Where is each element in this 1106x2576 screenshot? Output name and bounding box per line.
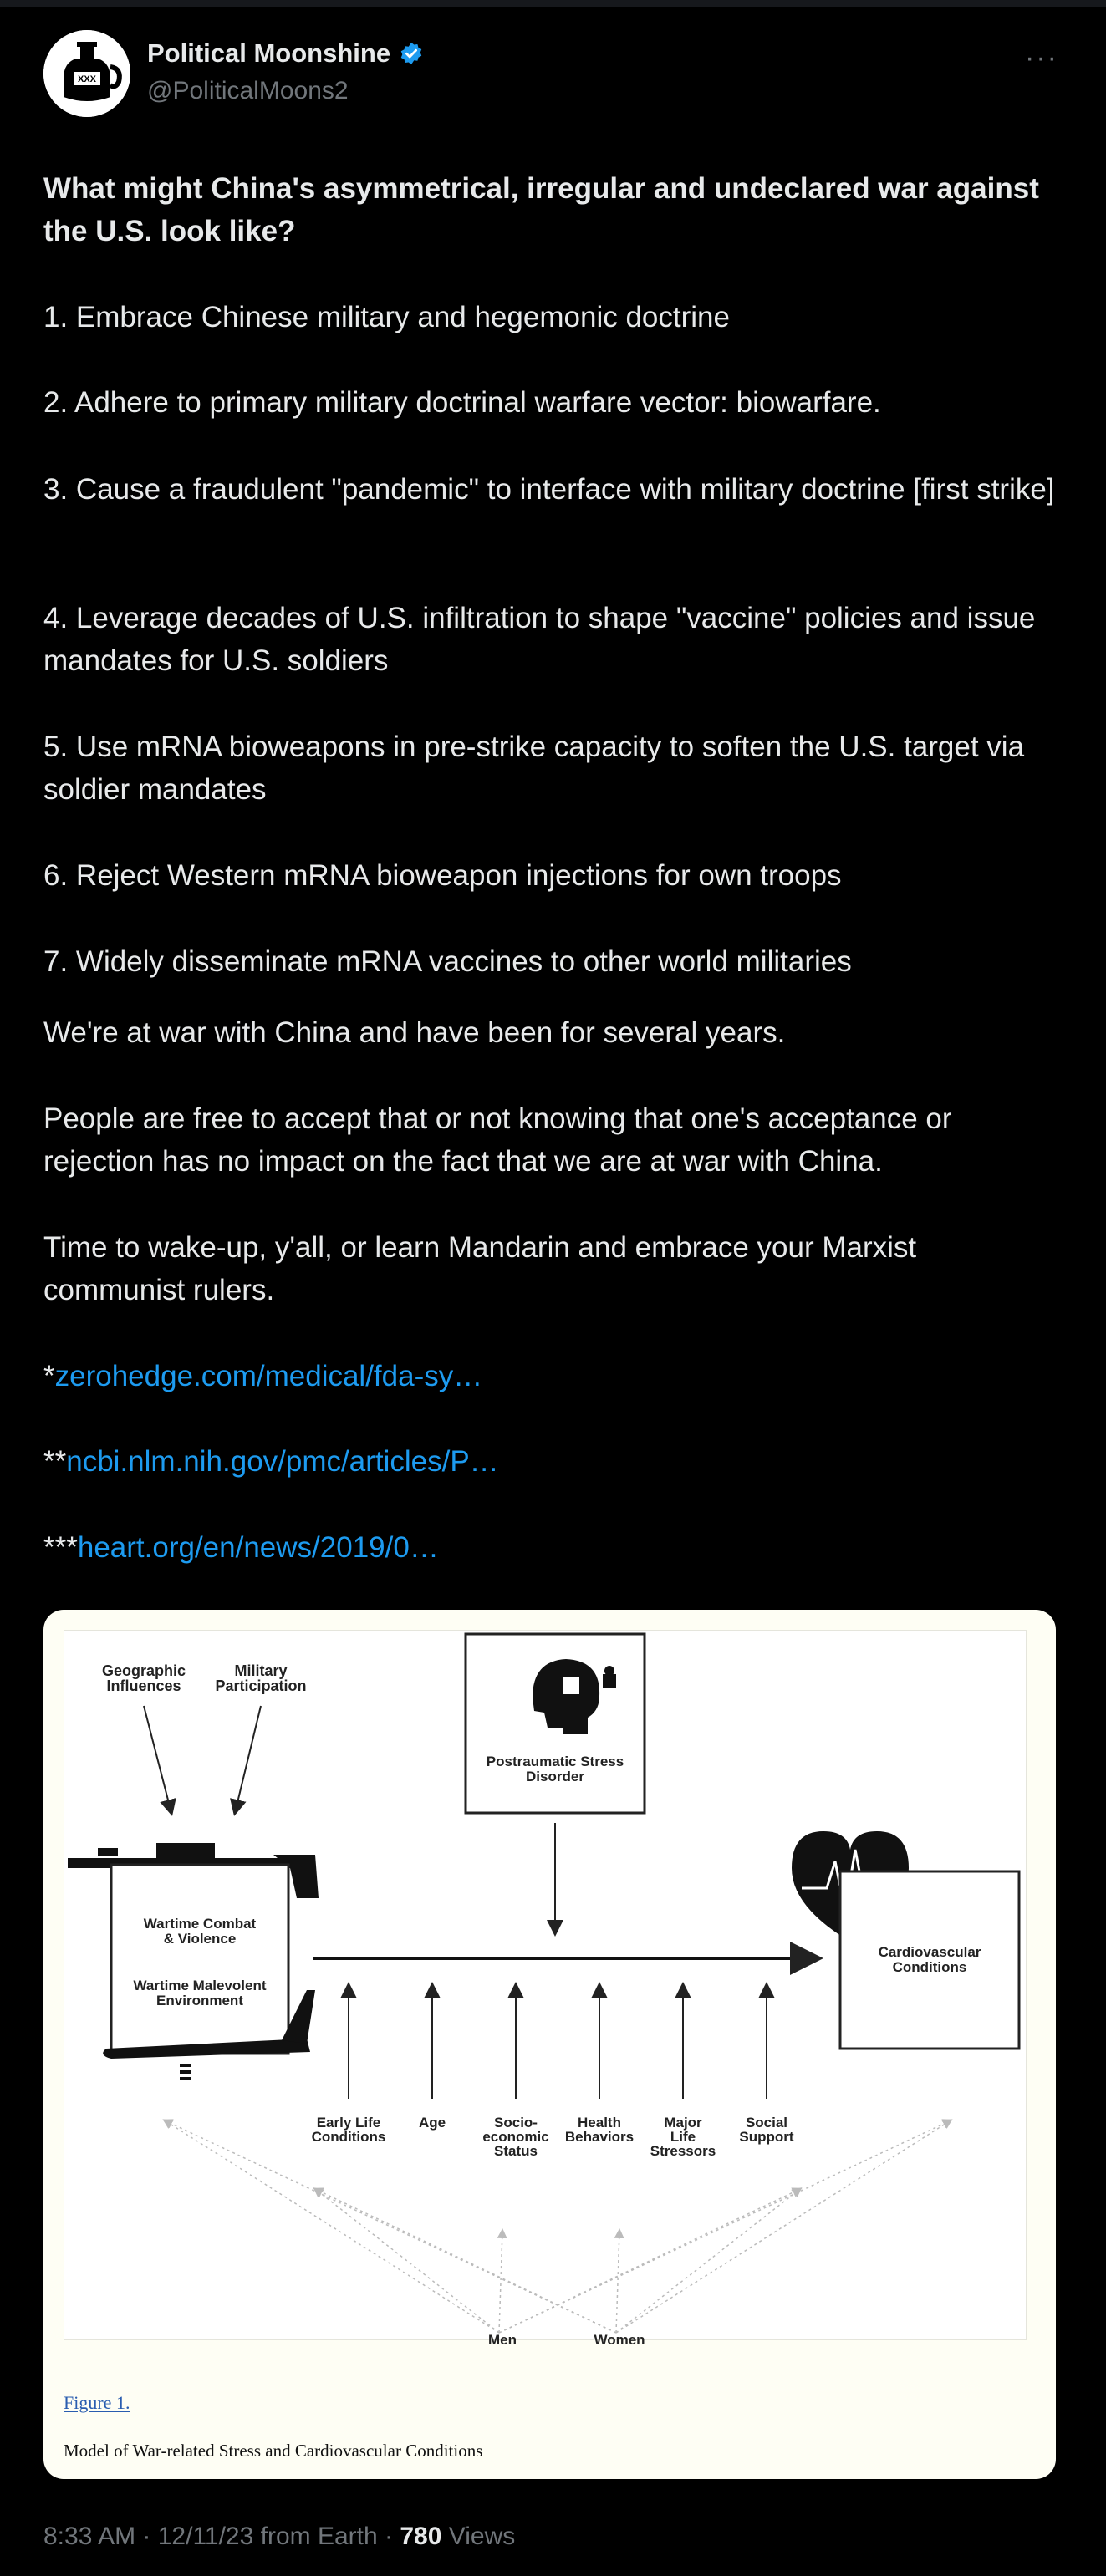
combat-label: Wartime Combat & Violence xyxy=(143,1916,257,1947)
separator-dot: · xyxy=(385,2523,400,2550)
factor-label: Health Behaviors xyxy=(564,2115,635,2145)
combat-box xyxy=(111,1865,288,2054)
top-bar xyxy=(0,0,1106,7)
link-prefix: * xyxy=(43,1360,55,1392)
point-2: 2. Adhere to primary military doctrinal warfare vector: biowarfare. xyxy=(43,386,881,419)
moonshine-jug-icon xyxy=(43,30,130,117)
ptsd-label: Postraumatic Stress Disorder xyxy=(486,1754,624,1784)
factors-group xyxy=(312,1985,794,2159)
point-3: 3. Cause a fraudulent "pandemic" to interface with military doctrine [first strike] xyxy=(43,473,1055,506)
cardio-label: Cardiovascular Conditions xyxy=(878,1944,981,1975)
author-name-row[interactable] xyxy=(147,38,424,69)
dotted-lines xyxy=(165,2120,951,2333)
point-5: 5. Use mRNA bioweapons in pre-strike capacity to soften the U.S. target via soldier mandates xyxy=(43,731,1025,806)
point-1: 1. Embrace Chinese military and hegemonic doctrine xyxy=(43,301,730,333)
more-options-icon[interactable]: ··· xyxy=(1025,42,1058,74)
point-4: 4. Leverage decades of U.S. infiltration to shape "vaccine" policies and issue mandates for U.S. soldiers xyxy=(43,602,1036,677)
factor-label: Socio-economic Status xyxy=(482,2115,549,2159)
post-source: from Earth xyxy=(260,2523,378,2550)
figure-diagram xyxy=(64,1631,1026,2348)
factor-label: Social Support xyxy=(739,2115,794,2145)
heart-org-link[interactable]: heart.org/en/news/2019/0… xyxy=(77,1531,439,1564)
views-label: Views xyxy=(448,2523,516,2550)
attached-image[interactable] xyxy=(43,1610,1056,2479)
zerohedge-link[interactable]: zerohedge.com/medical/fda-sy… xyxy=(54,1360,483,1392)
malevolent-label: Wartime Malevolent Environment xyxy=(133,1978,267,2008)
link-prefix: *** xyxy=(43,1531,78,1564)
link-line-2 xyxy=(43,1440,499,1483)
factor-label: Early Life Conditions xyxy=(311,2115,386,2145)
views-count: 780 xyxy=(400,2523,442,2550)
geographic-label: Geographic Influences xyxy=(101,1662,186,1694)
link-line-3 xyxy=(43,1526,439,1569)
ncbi-link[interactable]: ncbi.nlm.nih.gov/pmc/articles/P… xyxy=(66,1445,499,1478)
military-label: Military Participation xyxy=(215,1662,307,1694)
women-label: Women xyxy=(594,2332,645,2348)
paragraph-3: Time to wake-up, y'all, or learn Mandarin and embrace your Marxist communist rulers. xyxy=(43,1231,917,1306)
paragraph-2: People are free to accept that or not knowing that one's acceptance or rejection has no impact on the fact that we are at war with China. xyxy=(43,1102,952,1178)
avatar[interactable] xyxy=(43,30,130,117)
post-time[interactable]: 8:33 AM xyxy=(43,2523,136,2550)
point-7: 7. Widely disseminate mRNA vaccines to other world militaries xyxy=(43,945,852,978)
factor-label: Major Life Stressors xyxy=(650,2115,716,2159)
factor-label: Age xyxy=(418,2115,446,2131)
figure-panel xyxy=(64,1630,1027,2348)
post-metadata xyxy=(43,2523,515,2551)
separator-dot: · xyxy=(142,2523,158,2550)
paragraph-1: We're at war with China and have been for several years. xyxy=(43,1016,786,1049)
figure-caption: Model of War-related Stress and Cardiovascular Conditions xyxy=(64,2441,483,2461)
point-6: 6. Reject Western mRNA bioweapon injections for own troops xyxy=(43,859,842,892)
figure-link[interactable]: Figure 1. xyxy=(64,2392,130,2413)
post-headline: What might China's asymmetrical, irregular and undeclared war against the U.S. look like? xyxy=(43,172,1039,247)
author-handle[interactable]: @PoliticalMoons2 xyxy=(147,77,349,104)
verified-badge-icon xyxy=(399,41,424,66)
link-line-1 xyxy=(43,1355,482,1397)
arrow-military xyxy=(235,1706,261,1813)
men-label: Men xyxy=(488,2332,517,2348)
author-display-name[interactable]: Political Moonshine xyxy=(147,38,391,68)
post-date[interactable]: 12/11/23 xyxy=(157,2523,254,2550)
arrow-geographic xyxy=(144,1706,171,1813)
svg-text:XXX: XXX xyxy=(77,74,97,84)
link-prefix: ** xyxy=(43,1445,67,1478)
